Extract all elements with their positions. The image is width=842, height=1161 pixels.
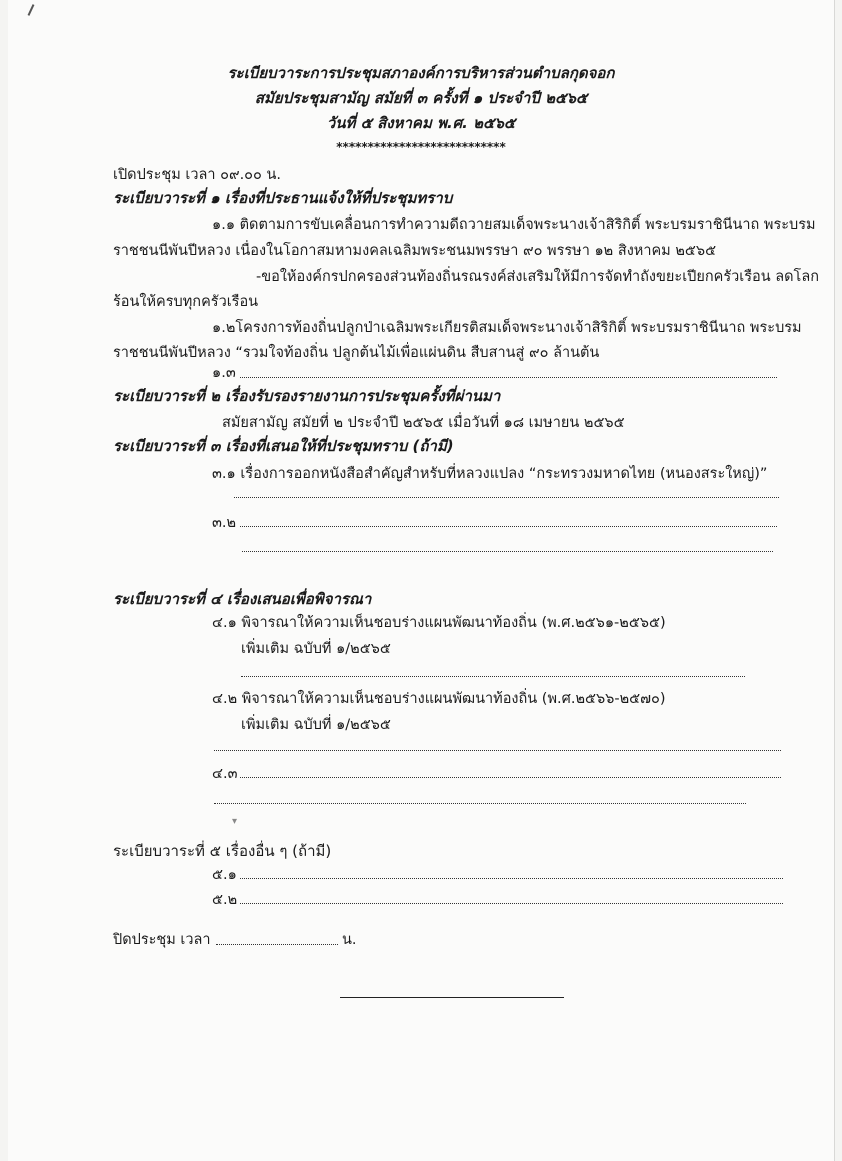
- open-time: เปิดประชุม เวลา ๐๙.๐๐ น.: [113, 167, 282, 183]
- agenda-5-item-1: ๕.๑: [212, 867, 237, 883]
- agenda-3-item-2-blank-1: [240, 526, 777, 527]
- agenda-1-item-3: ๑.๓: [212, 365, 236, 381]
- agenda-5-title: ระเบียบวาระที่ ๕ เรื่องอื่น ๆ (ถ้ามี): [113, 842, 332, 860]
- agenda-4-item-1-line-2: เพิ่มเติม ฉบับที่ ๑/๒๕๖๕: [241, 641, 391, 657]
- agenda-2-item-1: สมัยสามัญ สมัยที่ ๒ ประจำปี ๒๕๖๕ เมื่อวันที่ ๑๘ เมษายน ๒๕๖๕: [222, 415, 625, 431]
- agenda-1-item-1-line-4: ร้อนให้ครบทุกครัวเรือน: [113, 294, 259, 310]
- agenda-3-item-1: ๓.๑ เรื่องการออกหนังสือสำคัญสำหรับที่หลวงแปลง “กระทรวงมหาดไทย (หนองสระใหญ่)”: [212, 466, 768, 482]
- agenda-4-item-2-blank: [214, 750, 781, 751]
- agenda-1-item-1-line-2: ราชชนนีพันปีหลวง เนื่องในโอกาสมหามงคลเฉลิมพระชนมพรรษา ๙๐ พรรษา ๑๒ สิงหาคม ๒๕๖๕: [113, 243, 717, 259]
- doc-title-line1: ระเบียบวาระการประชุมสภาองค์การบริหารส่วนตำบลกุดจอก: [227, 64, 615, 82]
- agenda-2-title: ระเบียบวาระที่ ๒ เรื่องรับรองรายงานการประชุมครั้งที่ผ่านมา: [113, 387, 501, 405]
- agenda-4-item-3: ๔.๓: [212, 766, 238, 782]
- agenda-5-item-2: ๕.๒: [212, 892, 238, 908]
- agenda-3-item-2: ๓.๒: [212, 515, 237, 531]
- doc-title-line2: สมัยประชุมสามัญ สมัยที่ ๓ ครั้งที่ ๑ ประจำปี ๒๕๖๕: [254, 89, 588, 107]
- doc-title-line3: วันที่ ๕ สิงหาคม พ.ศ. ๒๕๖๕: [326, 114, 516, 132]
- scan-mark: ▾: [232, 816, 238, 827]
- agenda-4-title: ระเบียบวาระที่ ๔ เรื่องเสนอเพื่อพิจารณา: [113, 590, 372, 608]
- agenda-1-title: ระเบียบวาระที่ ๑ เรื่องที่ประธานแจ้งให้ที่ประชุมทราบ: [113, 189, 453, 207]
- doc-title-stars: ***************************: [336, 140, 506, 154]
- agenda-4-item-2-line-1: ๔.๒ พิจารณาให้ความเห็นชอบร่างแผนพัฒนาท้องถิ่น (พ.ศ.๒๕๖๖-๒๕๗๐): [212, 691, 666, 707]
- agenda-4-item-1-line-1: ๔.๑ พิจารณาให้ความเห็นชอบร่างแผนพัฒนาท้องถิ่น (พ.ศ.๒๕๖๑-๒๕๖๕): [212, 615, 666, 631]
- agenda-4-item-1-blank: [241, 676, 745, 677]
- agenda-4-item-3-blank-2: [214, 803, 746, 804]
- agenda-3-title: ระเบียบวาระที่ ๓ เรื่องที่เสนอให้ที่ประชุมทราบ (ถ้ามี): [113, 437, 454, 455]
- agenda-1-item-3-blank: [240, 377, 777, 378]
- agenda-4-item-3-blank-1: [240, 777, 781, 778]
- agenda-4-item-2-line-2: เพิ่มเติม ฉบับที่ ๑/๒๕๖๕: [241, 717, 391, 733]
- close-time-blank: [216, 944, 338, 945]
- agenda-5-item-2-blank: [240, 903, 783, 904]
- close-time-unit: น.: [342, 932, 357, 948]
- agenda-1-item-2-line-2: ราชชนนีพันปีหลวง “รวมใจท้องถิ่น ปลูกต้นไม้เพื่อแผ่นดิน สืบสานสู่ ๙๐ ล้านต้น: [113, 345, 600, 361]
- close-time-label: ปิดประชุม เวลา: [113, 932, 211, 948]
- agenda-3-item-2-blank-2: [242, 551, 773, 552]
- agenda-1-item-1-line-3: -ขอให้องค์กรปกครองส่วนท้องถิ่นรณรงค์ส่งเสริมให้มีการจัดทำถังขยะเปียกครัวเรือน ลดโลก: [256, 269, 820, 285]
- agenda-3-item-1-blank: [234, 497, 779, 498]
- end-rule: [340, 997, 564, 998]
- agenda-1-item-1-line-1: ๑.๑ ติดตามการขับเคลื่อนการทำความดีถวายสมเด็จพระนางเจ้าสิริกิติ์ พระบรมราชินีนาถ พระบรม: [212, 217, 816, 233]
- agenda-5-item-1-blank: [240, 878, 783, 879]
- agenda-1-item-2-line-1: ๑.๒โครงการท้องถิ่นปลูกป่าเฉลิมพระเกียรติสมเด็จพระนางเจ้าสิริกิติ์ พระบรมราชินีนาถ พระบรม: [212, 320, 802, 336]
